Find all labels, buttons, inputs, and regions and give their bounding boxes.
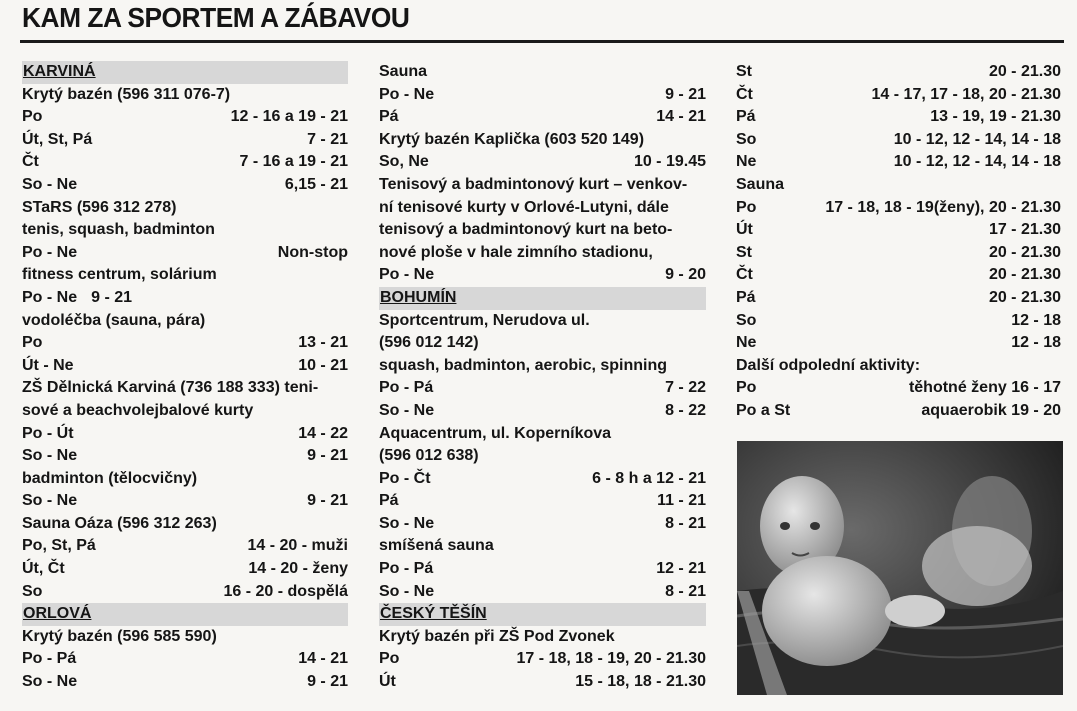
schedule-day: Pá <box>736 288 756 306</box>
schedule-row <box>22 287 348 310</box>
schedule-hours: 14 - 21 <box>298 650 348 668</box>
schedule-row <box>22 671 348 694</box>
schedule-hours: 20 - 21.30 <box>988 243 1061 261</box>
schedule-hours: 8 - 21 <box>665 582 706 600</box>
schedule-row <box>379 400 706 423</box>
schedule-row <box>22 445 348 468</box>
schedule-day: Po - Pá <box>22 650 77 668</box>
schedule-hours: 8 - 22 <box>665 401 706 419</box>
schedule-day: Ne <box>736 153 757 171</box>
info-line: sové a beachvolejbalové kurty <box>22 401 254 419</box>
schedule-row <box>22 332 348 355</box>
schedule-hours: 7 - 16 a 19 - 21 <box>239 153 348 171</box>
schedule-day: Po <box>736 198 757 216</box>
schedule-hours: 12 - 16 a 19 - 21 <box>230 108 348 126</box>
schedule-row <box>22 581 348 604</box>
schedule-hours: 8 - 21 <box>665 514 706 532</box>
schedule-hours: 14 - 20 - muži <box>247 537 348 555</box>
schedule-day: Po - Ne <box>379 85 435 103</box>
info-line: smíšená sauna <box>379 537 494 555</box>
schedule-hours: 14 - 20 - ženy <box>248 560 348 578</box>
section-heading: BOHUMÍN <box>379 287 706 310</box>
schedule-row <box>22 355 348 378</box>
schedule-row <box>736 197 1061 220</box>
schedule-day: Po - Čt <box>379 469 431 487</box>
schedule-hours: 9 - 21 <box>307 492 348 510</box>
venue-name: ZŠ Dělnická Karviná (736 188 333) teni- <box>22 379 319 397</box>
schedule-hours: 12 - 21 <box>656 560 706 578</box>
info-line: squash, badminton, aerobic, spinning <box>379 356 668 374</box>
info-line: tenisový a badmintonový kurt na beto- <box>379 221 673 239</box>
schedule-day: So - Ne <box>22 175 78 193</box>
schedule-hours: 10 - 12, 12 - 14, 14 - 18 <box>893 153 1061 171</box>
schedule-day: Čt <box>736 85 753 103</box>
info-line: Sauna <box>379 63 428 80</box>
schedule-row <box>22 129 348 152</box>
schedule-day: So - Ne <box>379 401 435 419</box>
schedule-hours: 20 - 21.30 <box>988 266 1061 284</box>
schedule-row <box>736 264 1061 287</box>
schedule-row <box>736 377 1061 400</box>
schedule-day: St <box>736 63 752 80</box>
schedule-day: Po - Ne <box>379 266 435 284</box>
schedule-hours: 17 - 18, 18 - 19, 20 - 21.30 <box>516 650 706 668</box>
venue-name: STaRS (596 312 278) <box>22 198 177 216</box>
schedule-row <box>22 648 348 671</box>
schedule-row <box>736 332 1061 355</box>
schedule-hours: 10 - 12, 12 - 14, 14 - 18 <box>893 130 1061 148</box>
schedule-hours: 13 - 19, 19 - 21.30 <box>930 108 1061 126</box>
schedule-row <box>736 129 1061 152</box>
info-line: Sauna <box>736 175 785 193</box>
column-3 <box>736 61 1061 423</box>
schedule-row <box>736 106 1061 129</box>
schedule-hours: 20 - 21.30 <box>988 63 1061 80</box>
schedule-day: So - Ne <box>22 492 78 510</box>
page-headline: KAM ZA SPORTEM A ZÁBAVOU <box>22 2 410 33</box>
schedule-row <box>379 106 706 129</box>
schedule-hours: 9 - 21 <box>665 85 706 103</box>
schedule-row <box>736 287 1061 310</box>
schedule-hours: 14 - 22 <box>298 424 348 442</box>
schedule-day: Pá <box>736 108 756 126</box>
schedule-hours: 10 - 21 <box>298 356 348 374</box>
schedule-hours: 11 - 21 <box>657 492 706 510</box>
info-line: Další odpolední aktivity: <box>736 356 921 374</box>
venue-name: Krytý bazén při ZŠ Pod Zvonek <box>379 627 615 645</box>
section-heading: ORLOVÁ <box>22 603 348 626</box>
schedule-hours: 10 - 19.45 <box>633 153 706 171</box>
info-line: nové ploše v hale zimního stadionu, <box>379 243 653 261</box>
schedule-hours: 6,15 - 21 <box>284 175 348 193</box>
schedule-day: So - Ne <box>22 447 78 465</box>
info-line: vodoléčba (sauna, pára) <box>22 311 206 329</box>
schedule-day: Út, Čt <box>22 560 65 578</box>
schedule-day: Út, St, Pá <box>22 130 93 148</box>
venue-name: Sauna Oáza (596 312 263) <box>22 514 217 532</box>
schedule-row <box>22 490 348 513</box>
schedule-row <box>379 490 706 513</box>
schedule-day: Po <box>22 334 43 352</box>
schedule-row <box>379 151 706 174</box>
schedule-day: So <box>736 311 757 329</box>
schedule-row <box>22 535 348 558</box>
schedule-day: Út - Ne <box>22 356 74 374</box>
schedule-day: Po - Ne <box>22 243 78 261</box>
schedule-row <box>736 61 1061 84</box>
schedule-day: Čt <box>22 153 39 171</box>
headline-rule <box>20 40 1064 43</box>
schedule-day: So - Ne <box>379 582 435 600</box>
schedule-row <box>22 174 348 197</box>
schedule-day: Po - Út <box>22 424 74 442</box>
info-line: (596 012 142) <box>379 334 479 352</box>
schedule-hours: 6 - 8 h a 12 - 21 <box>592 469 706 487</box>
schedule-day: Po, St, Pá <box>22 537 96 555</box>
section-heading: KARVINÁ <box>22 61 348 84</box>
venue-name: Aquacentrum, ul. Koperníkova <box>379 424 612 442</box>
schedule-row <box>22 151 348 174</box>
schedule-hours: aquaerobik 19 - 20 <box>921 401 1061 419</box>
schedule-row <box>736 219 1061 242</box>
schedule-day: Po - Ne <box>22 288 78 306</box>
schedule-hours: 13 - 21 <box>298 334 348 352</box>
info-line: tenis, squash, badminton <box>22 221 215 239</box>
schedule-hours: 16 - 20 - dospělá <box>223 582 348 600</box>
info-line: fitness centrum, solárium <box>22 266 217 284</box>
schedule-hours: 12 - 18 <box>1011 311 1061 329</box>
schedule-day: Po <box>379 650 400 668</box>
schedule-day: So <box>736 130 757 148</box>
schedule-day: Čt <box>736 266 753 284</box>
schedule-day: Po <box>736 379 757 397</box>
schedule-row <box>736 84 1061 107</box>
schedule-row <box>379 377 706 400</box>
schedule-day: So <box>22 582 43 600</box>
schedule-day: Pá <box>379 108 399 126</box>
schedule-hours: 15 - 18, 18 - 21.30 <box>575 673 706 691</box>
schedule-hours: těhotné ženy 16 - 17 <box>908 379 1061 397</box>
schedule-day: Pá <box>379 492 399 510</box>
schedule-hours: 7 - 22 <box>665 379 706 397</box>
column-2 <box>379 61 706 694</box>
schedule-row <box>22 242 348 265</box>
venue-name: Krytý bazén (596 311 076-7) <box>22 85 231 103</box>
venue-name: Krytý bazén Kaplička (603 520 149) <box>379 130 645 148</box>
swimming-baby-photo <box>737 441 1063 695</box>
schedule-row <box>379 581 706 604</box>
schedule-hours: 9 - 21 <box>307 447 348 465</box>
schedule-day: St <box>736 243 752 261</box>
schedule-row <box>736 151 1061 174</box>
schedule-day: Po a St <box>736 401 791 419</box>
info-line: (596 012 638) <box>379 447 479 465</box>
schedule-day: So - Ne <box>22 673 78 691</box>
schedule-hours: 12 - 18 <box>1011 334 1061 352</box>
schedule-row <box>379 468 706 491</box>
info-line: ní tenisové kurty v Orlové-Lutyni, dále <box>379 198 669 216</box>
schedule-hours: 14 - 21 <box>656 108 706 126</box>
info-line: badminton (tělocvičny) <box>22 469 198 487</box>
column-1 <box>22 61 348 694</box>
schedule-row <box>736 310 1061 333</box>
schedule-day: Ne <box>736 334 757 352</box>
schedule-row <box>379 671 706 694</box>
schedule-row <box>736 242 1061 265</box>
schedule-hours: 7 - 21 <box>307 130 348 148</box>
schedule-row <box>379 84 706 107</box>
schedule-hours: 14 - 17, 17 - 18, 20 - 21.30 <box>871 85 1061 103</box>
section-heading: ČESKÝ TĚŠÍN <box>379 603 706 626</box>
schedule-hours: 17 - 18, 18 - 19(ženy), 20 - 21.30 <box>825 198 1061 216</box>
schedule-day: Po <box>22 108 43 126</box>
schedule-day: Út <box>379 673 396 691</box>
schedule-hours: 9 - 20 <box>665 266 706 284</box>
schedule-row <box>22 106 348 129</box>
schedule-day: Po - Pá <box>379 379 434 397</box>
schedule-day: So - Ne <box>379 514 435 532</box>
venue-name: Sportcentrum, Nerudova ul. <box>379 311 590 329</box>
schedule-row <box>22 558 348 581</box>
info-line: Tenisový a badmintonový kurt – venkov- <box>379 175 688 193</box>
schedule-row <box>22 423 348 446</box>
schedule-day: So, Ne <box>379 153 429 171</box>
schedule-hours: 17 - 21.30 <box>988 221 1061 239</box>
schedule-row <box>379 513 706 536</box>
schedule-row <box>736 400 1061 423</box>
schedule-day: Út <box>736 221 753 239</box>
schedule-hours: Non-stop <box>277 243 348 261</box>
schedule-hours: 9 - 21 <box>307 673 348 691</box>
schedule-hours: 9 - 21 <box>91 288 133 306</box>
schedule-row <box>379 264 706 287</box>
venue-name: Krytý bazén (596 585 590) <box>22 627 217 645</box>
schedule-day: Po - Pá <box>379 560 434 578</box>
schedule-row <box>379 558 706 581</box>
schedule-hours: 20 - 21.30 <box>988 288 1061 306</box>
schedule-row <box>379 648 706 671</box>
